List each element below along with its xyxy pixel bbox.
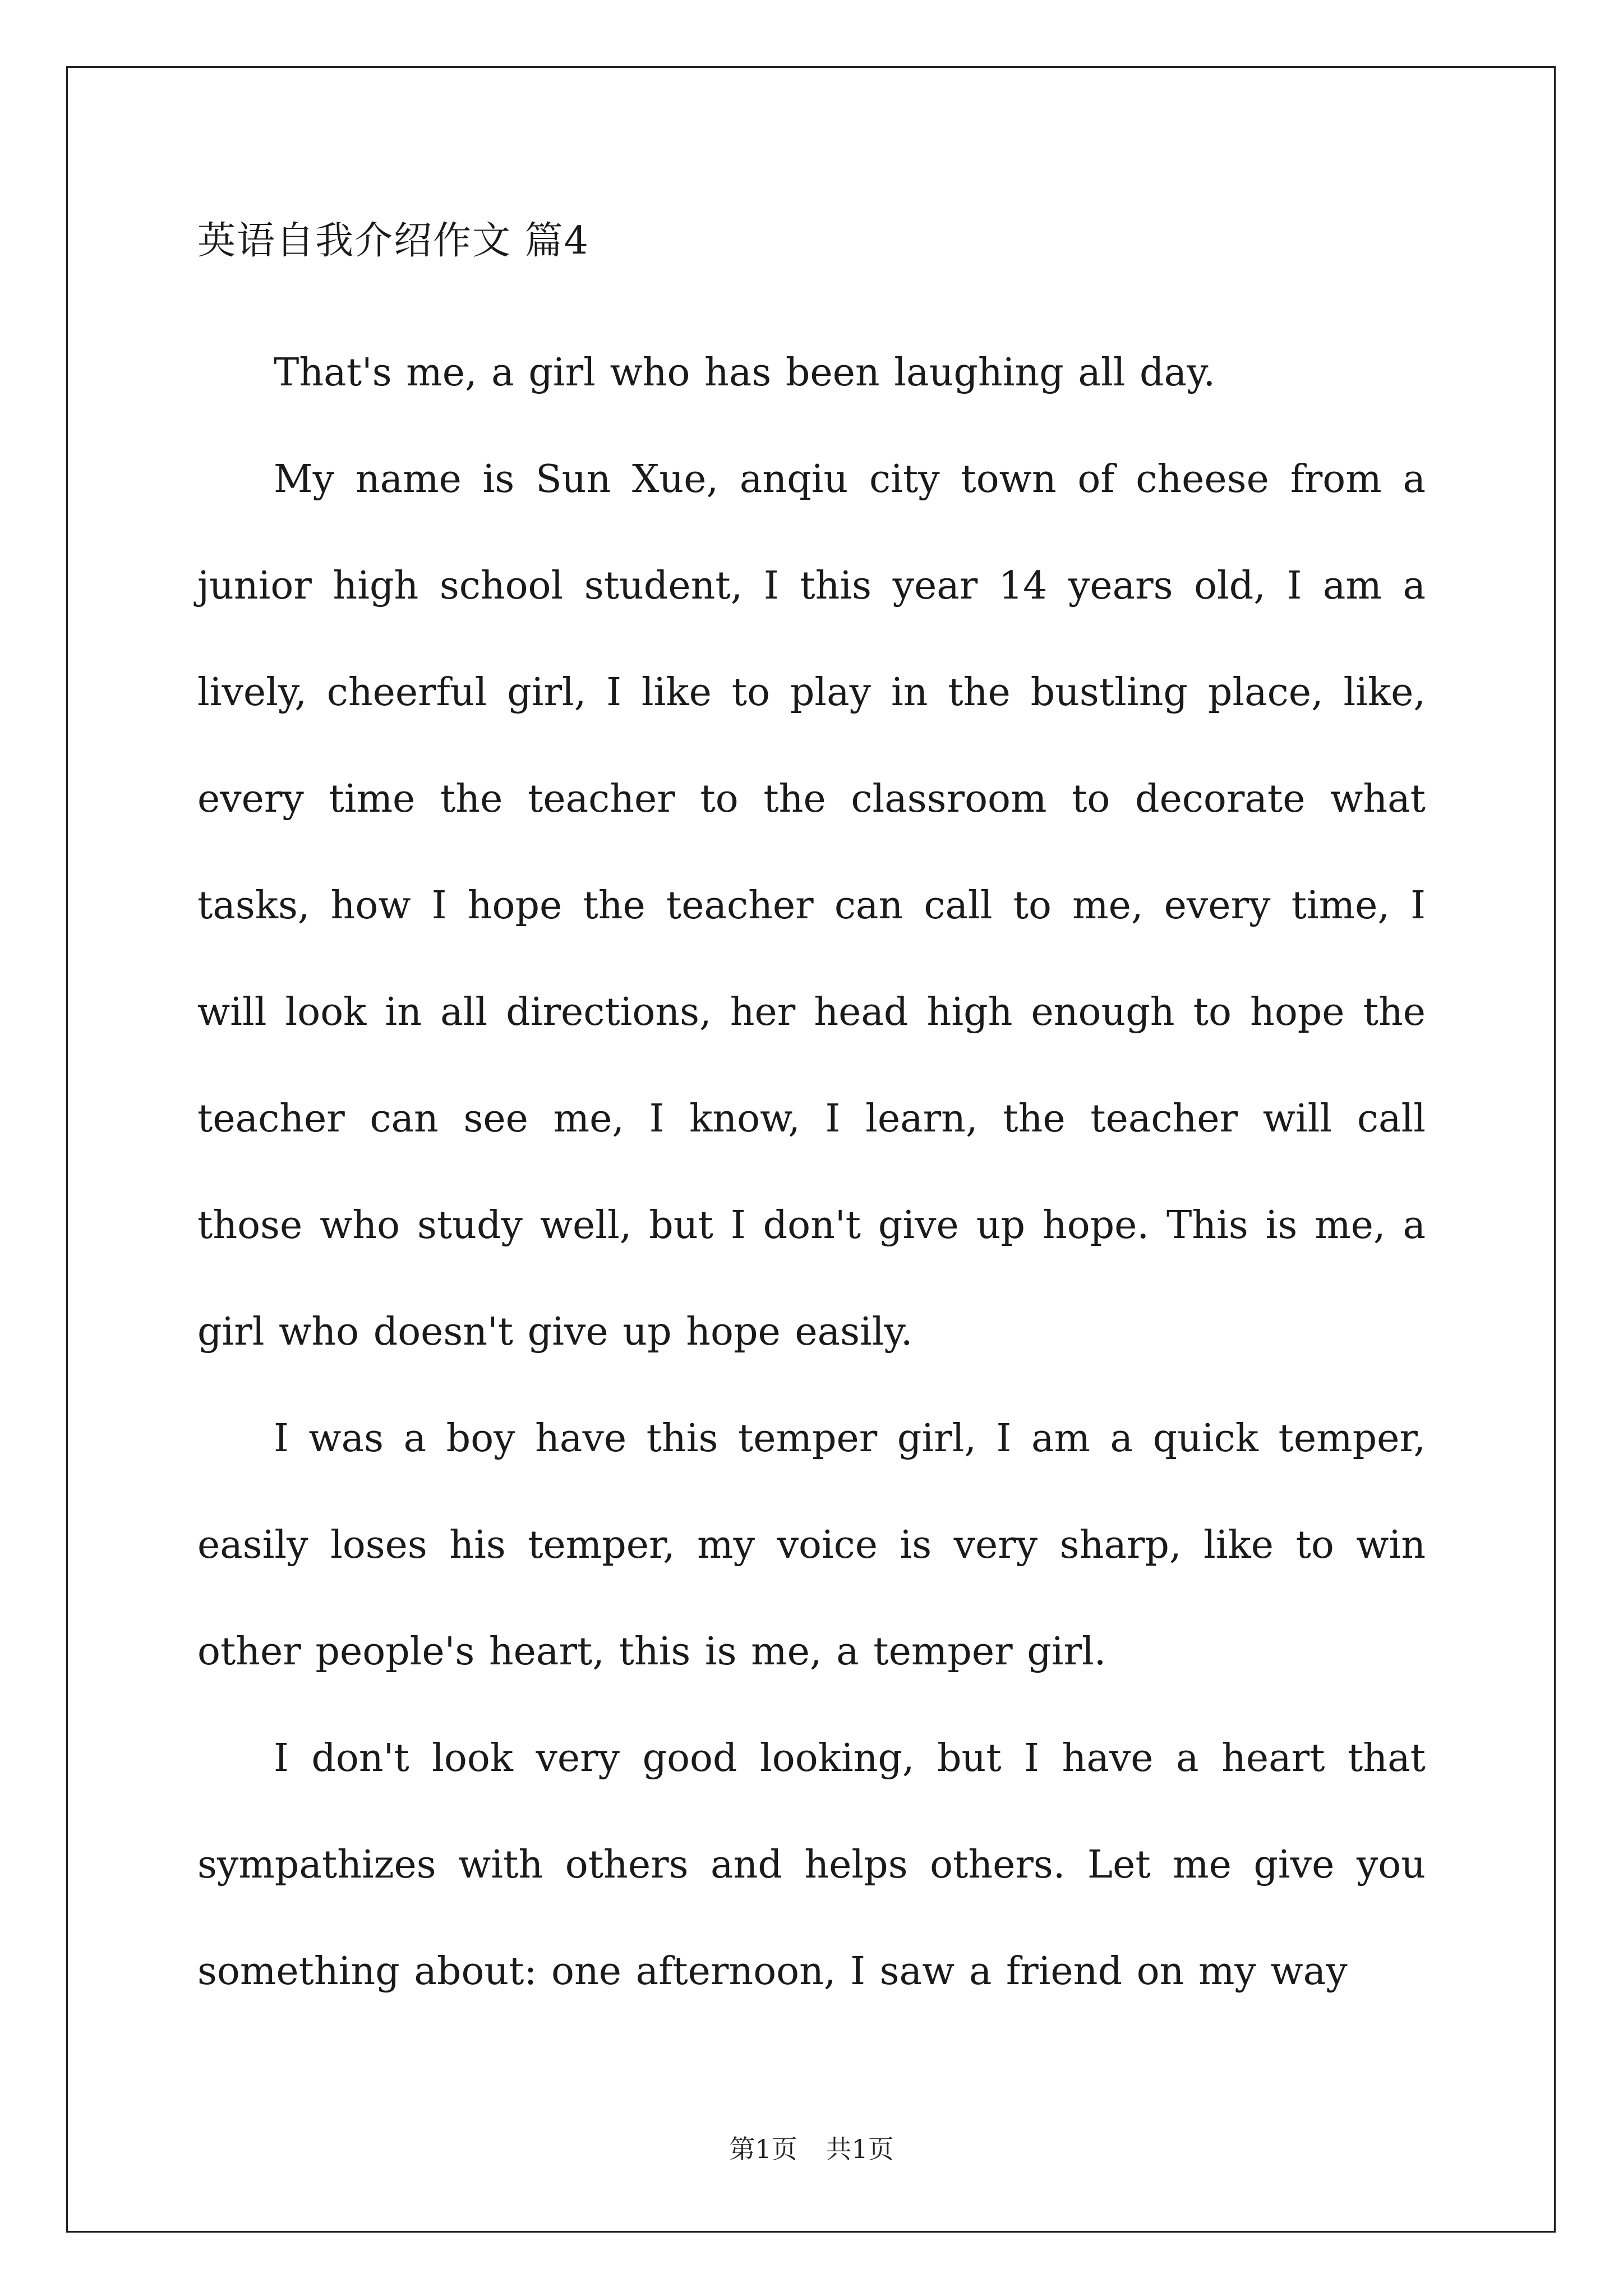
paragraph: I don't look very good looking, but I have a heart that sympathizes with others and helps others. Let me give you something about: one afternoon, I saw a friend on my way [197,1736,1426,1994]
page-number: 第1页 [729,2134,797,2164]
paragraph: That's me, a girl who has been laughing all day. [274,351,1216,395]
document-heading: 英语自我介绍作文 篇4 [197,219,589,263]
paragraph: I was a boy have this temper girl, I am a quick temper, easily loses his temper, my voice is very sharp, like to win other people's heart, this is me, a temper girl. [197,1416,1426,1674]
document-body [197,213,1426,2025]
page-footer [0,2129,1623,2166]
page-total: 共1页 [826,2134,894,2164]
paragraph: My name is Sun Xue, anqiu city town of cheese from a junior high school student, I this year 14 years old, I am a lively, cheerful girl, I like to play in the bustling place, like, every time the teacher to the classroom to decorate what tasks, how I hope the teacher can call to me, every time, I will look in all directions, her head high enough to hope the teacher can see me, I know, I learn, the teacher will call those who study well, but I don't give up hope. This is me, a girl who doesn't give up hope easily. [197,457,1426,1354]
